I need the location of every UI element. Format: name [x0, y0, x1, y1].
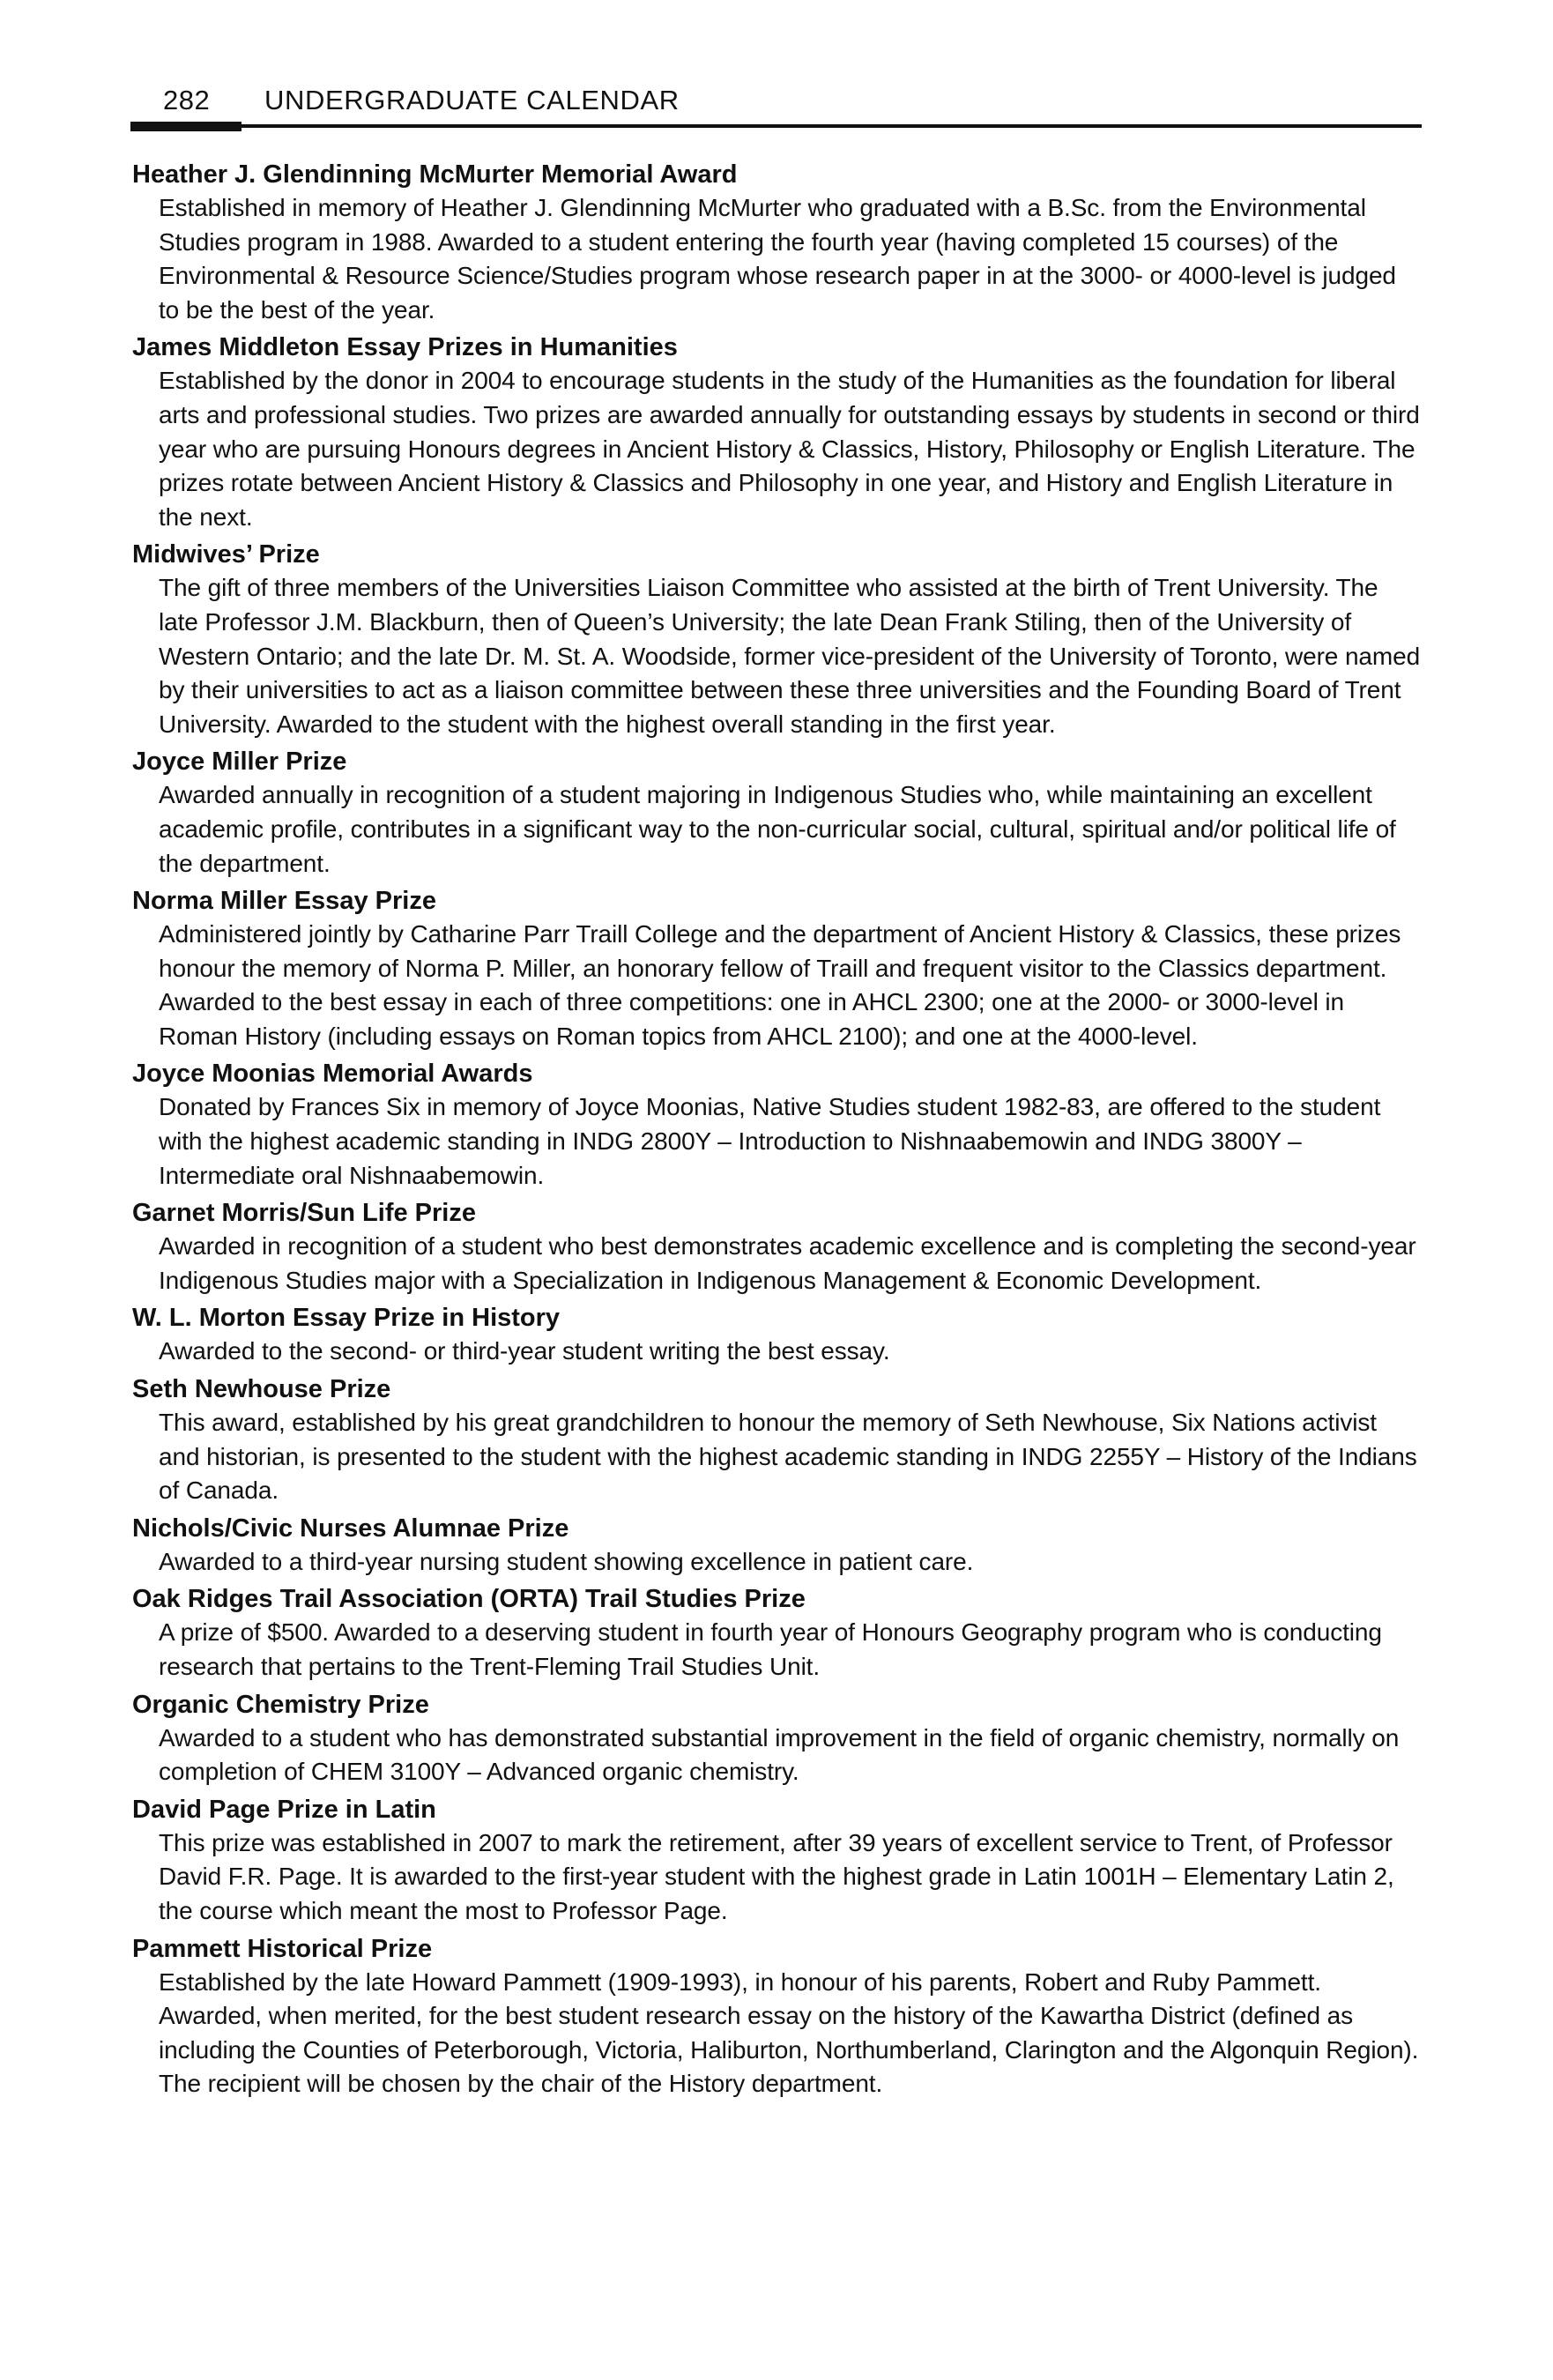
award-entry: [132, 1933, 1421, 2101]
award-entry: [132, 539, 1421, 741]
award-description: Awarded to a student who has demonstrated substantial improvement in the field of organic chemistry, normally on completion of CHEM 3100Y – Advanced organic chemistry.: [159, 1723, 1400, 1786]
award-title: Organic Chemistry Prize: [132, 1690, 429, 1719]
award-title: Joyce Moonias Memorial Awards: [132, 1060, 533, 1089]
running-title: UNDERGRADUATE CALENDAR: [264, 85, 680, 115]
award-entry: [132, 1583, 1421, 1684]
award-title: James Middleton Essay Prizes in Humanities: [132, 333, 678, 362]
award-entry: [132, 1197, 1421, 1298]
award-entry: [132, 331, 1421, 534]
award-title: Garnet Morris/Sun Life Prize: [132, 1199, 476, 1228]
award-description: Awarded annually in recognition of a student majoring in Indigenous Studies who, while maintaining an excellent academic profile, contributes in a significant way to the non-curricular social, cultural, spiritual and/or political life of the department.: [159, 781, 1396, 877]
page-header: [130, 79, 1422, 132]
award-description: Awarded to a third-year nursing student showing excellence in patient care.: [159, 1547, 974, 1575]
award-title: Pammett Historical Prize: [132, 1934, 433, 1963]
award-entry: [132, 885, 1421, 1053]
award-title: Midwives’ Prize: [132, 540, 320, 569]
header-rule-thick: [130, 122, 241, 131]
award-entry: [132, 1302, 1421, 1369]
award-entry: [132, 1058, 1421, 1193]
award-entry: [132, 1689, 1421, 1789]
award-entry: [132, 746, 1421, 881]
award-entry: [132, 1794, 1421, 1929]
page-number: 282: [163, 85, 211, 115]
awards-list: [132, 159, 1421, 2106]
award-title: Joyce Miller Prize: [132, 747, 347, 777]
award-title: Heather J. Glendinning McMurter Memorial Award: [132, 160, 738, 189]
award-description: Awarded to the second- or third-year student writing the best essay.: [159, 1337, 890, 1365]
award-title: Norma Miller Essay Prize: [132, 887, 436, 916]
award-description: This award, established by his great grandchildren to honour the memory of Seth Newhouse, Six Nations activist and historian, is presented to the student with the highest academic standing in INDG 2255Y – History of the Indians of Canada.: [159, 1409, 1417, 1505]
award-entry: [132, 1513, 1421, 1580]
award-description: A prize of $500. Awarded to a deserving student in fourth year of Honours Geography program who is conducting research that pertains to the Trent-Fleming Trail Studies Unit.: [159, 1618, 1382, 1680]
award-description: Donated by Frances Six in memory of Joyce Moonias, Native Studies student 1982-83, are offered to the student with the highest academic standing in INDG 2800Y – Introduction to Nishnaabemowin and INDG 3800Y – Intermediate oral Nishnaabemowin.: [159, 1093, 1381, 1189]
award-description: Established in memory of Heather J. Glendinning McMurter who graduated with a B.Sc. from the Environmental Studies program in 1988. Awarded to a student entering the fourth year (having completed 15 courses) of the Environmental & Resource Science/Studies program whose research paper in at the 3000- or 4000-level is judged to be the best of the year.: [159, 194, 1396, 324]
award-description: Administered jointly by Catharine Parr Traill College and the department of Ancient History & Classics, these prizes honour the memory of Norma P. Miller, an honorary fellow of Traill and frequent visitor to the Classics department. Awarded to the best essay in each of three competitions: one in AHCL 2300; one at the 2000- or 3000-level in Roman History (including essays on Roman topics from AHCL 2100); and one at the 4000-level.: [159, 920, 1401, 1050]
award-title: W. L. Morton Essay Prize in History: [132, 1304, 561, 1333]
award-description: Established by the donor in 2004 to encourage students in the study of the Humanities as the foundation for liberal arts and professional studies. Two prizes are awarded annually for outstanding essays by students in second or third year who are pursuing Honours degrees in Ancient History & Classics, History, Philosophy or English Literature. The prizes rotate between Ancient History & Classics and Philosophy in one year, and History and English Literature in the next.: [159, 367, 1420, 531]
award-description: The gift of three members of the Universities Liaison Committee who assisted at the birth of Trent University. The late Professor J.M. Blackburn, then of Queen’s University; the late Dean Frank Stiling, then of the University of Western Ontario; and the late Dr. M. St. A. Woodside, former vice-president of the University of Toronto, were named by their universities to act as a liaison committee between these three universities and the Founding Board of Trent University. Awarded to the student with the highest overall standing in the first year.: [159, 574, 1421, 738]
award-description: Awarded in recognition of a student who best demonstrates academic excellence and is completing the second-year Indigenous Studies major with a Specialization in Indigenous Management & Economic Development.: [159, 1232, 1416, 1294]
award-title: David Page Prize in Latin: [132, 1795, 436, 1824]
award-description: This prize was established in 2007 to mark the retirement, after 39 years of excellent service to Trent, of Professor David F.R. Page. It is awarded to the first-year student with the highest grade in Latin 1001H – Elementary Latin 2, the course which meant the most to Professor Page.: [159, 1828, 1394, 1924]
award-title: Nichols/Civic Nurses Alumnae Prize: [132, 1514, 569, 1543]
award-title: Oak Ridges Trail Association (ORTA) Trail Studies Prize: [132, 1585, 806, 1614]
header-rule-thin: [241, 124, 1422, 128]
award-entry: [132, 1373, 1421, 1508]
award-title: Seth Newhouse Prize: [132, 1375, 391, 1404]
award-entry: [132, 159, 1421, 327]
award-description: Established by the late Howard Pammett (1909-1993), in honour of his parents, Robert and Ruby Pammett. Awarded, when merited, for the best student research essay on the history of the Kawartha District (defined as including the Counties of Peterborough, Victoria, Haliburton, Northumberland, Clarington and the Algonquin Region). The recipient will be chosen by the chair of the History department.: [159, 1967, 1419, 2098]
